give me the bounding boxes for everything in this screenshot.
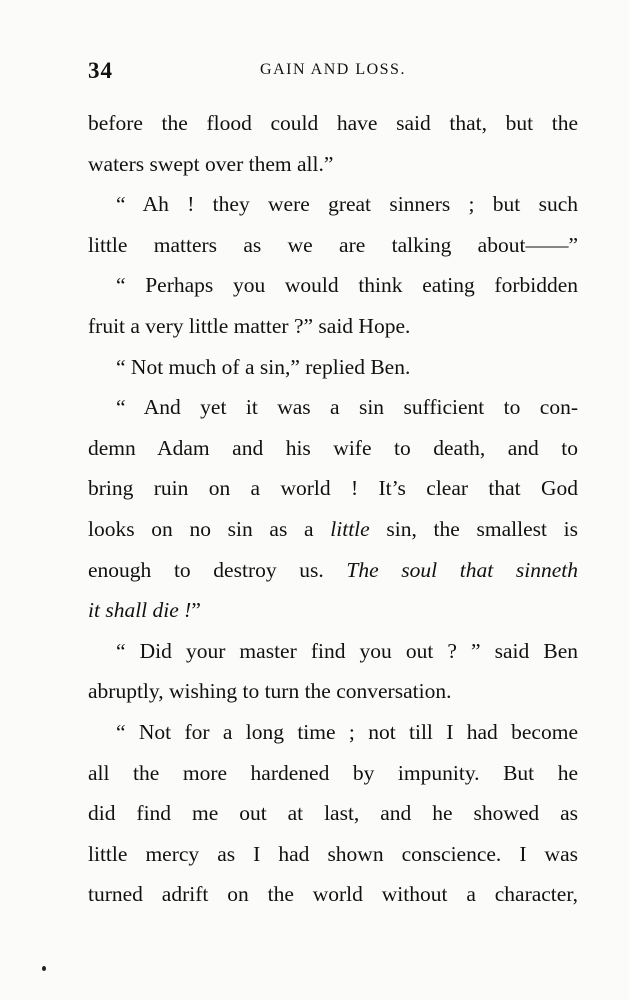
text-line: fruit a very little matter ?” said Hope. [88, 313, 411, 338]
text-line: “ And yet it was a sin sufficient to con- [116, 395, 578, 420]
text-line: “ Did your master find you out ? ” said Ben [116, 638, 578, 663]
text-line: all the more hardened by impunity. But he [88, 760, 578, 785]
text-line: did find me out at last, and he showed as [88, 801, 578, 826]
text-line: bring ruin on a world ! It’s clear that God [88, 476, 578, 501]
text-line: little matters as we are talking about——” [88, 232, 578, 257]
emphasis-text: The soul that sinneth [346, 557, 578, 582]
text-line: little mercy as I had shown conscience. I was [88, 841, 578, 866]
running-title: GAIN AND LOSS. [260, 61, 406, 78]
text-line [88, 550, 578, 591]
ink-speck [42, 966, 46, 971]
emphasis-text: little [330, 516, 370, 541]
text-line: before the flood could have said that, but the [88, 111, 578, 135]
text-line: “ Not much of a sin,” replied Ben. [116, 354, 411, 379]
text-fragment: enough to destroy us. [88, 557, 347, 582]
text-line: abruptly, wishing to turn the conversation. [88, 679, 452, 704]
text-line: turned adrift on the world without a character, [88, 882, 578, 907]
text-fragment: sin, the smallest is [369, 516, 578, 541]
emphasis-text: it shall die ! [88, 598, 192, 623]
text-fragment: looks on no sin as a [88, 516, 331, 541]
text-fragment: ” [191, 598, 201, 623]
text-line [88, 509, 578, 550]
text-line: “ Perhaps you would think eating forbidden [116, 273, 578, 298]
running-head [88, 58, 578, 88]
text-line: waters swept over them all.” [88, 151, 334, 176]
body-text [88, 103, 578, 915]
text-line [88, 590, 578, 631]
page-number: 34 [88, 58, 113, 83]
text-line: “ Not for a long time ; not till I had become [116, 719, 578, 744]
text-line: “ Ah ! they were great sinners ; but such [116, 192, 578, 217]
text-line: demn Adam and his wife to death, and to [88, 435, 578, 460]
